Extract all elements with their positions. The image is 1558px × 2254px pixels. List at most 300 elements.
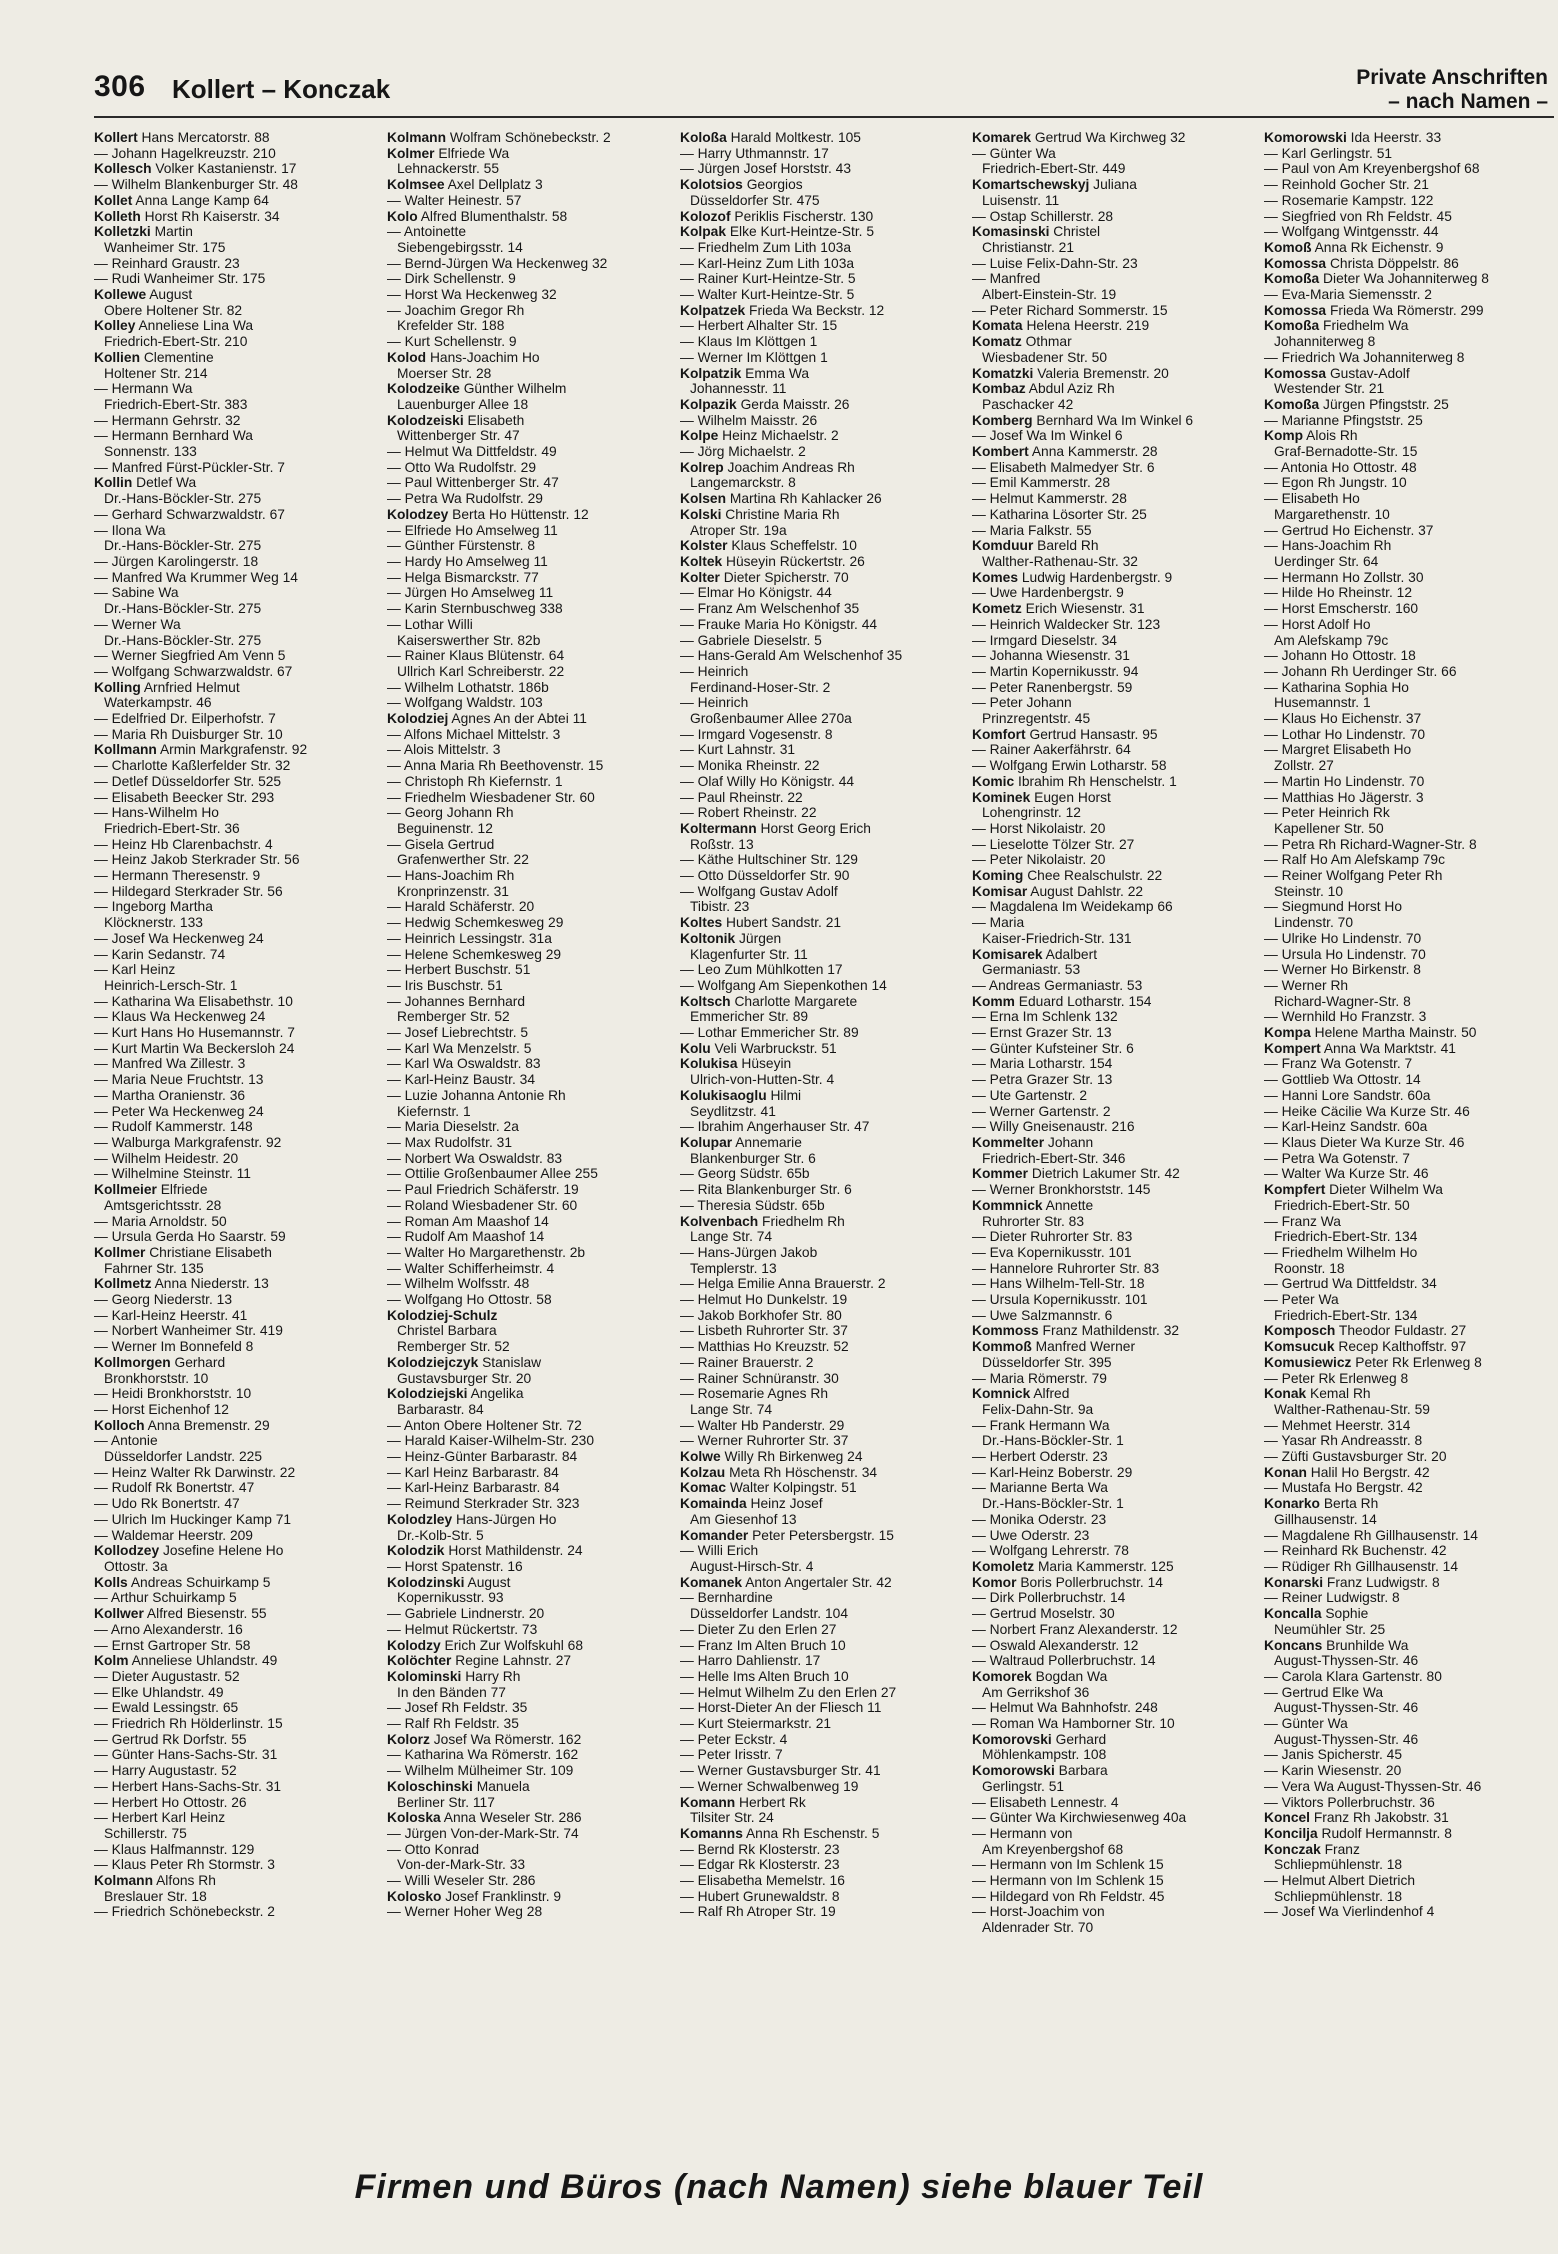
listing-entry [680,742,970,758]
entry-text: Neumühler Str. 25 [1274,1621,1386,1637]
entry-text: Kemal Rh [1310,1386,1371,1402]
entry-text: — Hermann Wa [94,381,193,397]
listing-entry [387,899,677,915]
entry-text: Helene Martha Mainstr. 50 [1314,1025,1477,1041]
entry-text: Emma Wa [745,365,810,381]
listing-entry [387,994,677,1010]
listing-entry [680,1418,970,1434]
listing-entry-surname [387,146,677,162]
listing-entry [680,523,970,539]
entry-text: — Peter Wa Heckenweg 24 [94,1103,264,1119]
listing-entry-surname [972,334,1262,350]
entry-text: Dr.-Kolb-Str. 5 [397,1527,484,1543]
listing-entry [94,617,384,633]
listing-entry-surname [972,868,1262,884]
listing-entry-surname [94,1606,384,1622]
entry-text: Andreas Schuirkamp 5 [130,1574,271,1590]
listing-entry [1264,884,1554,900]
listing-entry [1264,1402,1554,1418]
entry-text: — Sabine Wa [94,585,179,601]
listing-entry [972,1590,1262,1606]
listing-entry-surname [1264,397,1554,413]
entry-text: — Werner Im Klöttgen 1 [680,349,828,365]
listing-entry [387,774,677,790]
listing-entry [1264,947,1554,963]
listing-entry [387,1339,677,1355]
entry-text: Dieter Wa Johanniterweg 8 [1323,271,1489,287]
listing-entry [387,444,677,460]
listing-entry [680,350,970,366]
listing-entry [1264,852,1554,868]
listing-entry-surname [680,1575,970,1591]
listing-entry-surname [680,1214,970,1230]
entry-text: Düsseldorfer Landstr. 225 [104,1449,262,1465]
entry-text: Walter Kolpingstr. 51 [729,1480,857,1496]
entry-text: — Reimund Sterkrader Str. 323 [387,1496,580,1512]
listing-entry-surname [94,193,384,209]
listing-entry [972,821,1262,837]
listing-entry [1264,381,1554,397]
listing-entry [972,146,1262,162]
listing-entry [387,633,677,649]
entry-text: — Karl-Heinz Boberstr. 29 [972,1464,1133,1480]
entry-text: — Züfti Gustavsburger Str. 20 [1264,1449,1447,1465]
listing-entry-surname [387,1386,677,1402]
listing-entry-surname [387,1638,677,1654]
entry-text: Lehnackerstr. 55 [397,161,500,177]
listing-entry [680,790,970,806]
listing-column-1 [94,130,384,2150]
listing-entry [94,256,384,272]
entry-text: Holtener Str. 214 [104,365,208,381]
entry-text: — Theresia Südstr. 65b [680,1197,825,1213]
entry-text: — Gisela Gertrud [387,836,495,852]
entry-text: — Günther Fürstenstr. 8 [387,538,535,554]
entry-text: August-Thyssen-Str. 46 [1274,1700,1419,1716]
entry-text: Templerstr. 13 [690,1260,777,1276]
entry-text: Graf-Bernadotte-Str. 15 [1274,444,1418,460]
entry-text: Recep Kalthoffstr. 97 [1338,1339,1467,1355]
surname: Kolodzley [387,1511,453,1527]
listing-entry-surname [972,177,1262,193]
entry-text: — Willi Weseler Str. 286 [387,1873,536,1889]
entry-text: — Herbert Ho Ottostr. 26 [94,1794,247,1810]
entry-text: Dr.-Hans-Böckler-Str. 275 [104,601,262,617]
listing-entry [1264,680,1554,696]
entry-text: — Siegmund Horst Ho [1264,899,1403,915]
entry-text: — Walter Heinestr. 57 [387,192,522,208]
entry-text: — Johann Ho Ottostr. 18 [1264,648,1416,664]
listing-entry-surname [387,1779,677,1795]
entry-text: Hüseyin Rückertstr. 26 [726,553,865,569]
surname: Kolodzeiski [387,412,464,428]
entry-text: Alfred [1033,1386,1070,1402]
listing-entry [680,1339,970,1355]
entry-text: Anna Kammerstr. 28 [1031,444,1158,460]
listing-entry [94,994,384,1010]
surname: Kolodziej-Schulz [387,1307,498,1323]
entry-text: — Jürgen Ho Amselweg 11 [387,585,554,601]
entry-text: — Andreas Germaniastr. 53 [972,977,1143,993]
entry-text: — Hildegard von Rh Feldstr. 45 [972,1888,1165,1904]
listing-entry-surname [94,1873,384,1889]
entry-text: — Ursula Gerda Ho Saarstr. 59 [94,1229,286,1245]
listing-entry [1264,915,1554,931]
listing-entry [972,1214,1262,1230]
entry-text: Klaus Scheffelstr. 10 [731,538,857,554]
listing-entry [1264,805,1554,821]
entry-text: Johannesstr. 11 [690,381,787,397]
listing-entry [94,1512,384,1528]
entry-text: Alfred Blumenthalstr. 58 [420,208,568,224]
listing-entry [387,931,677,947]
listing-entry-surname [680,177,970,193]
entry-text: — Gabriele Dieselstr. 5 [680,632,822,648]
listing-entry [94,570,384,586]
entry-text: Clementine [143,349,214,365]
listing-entry [1264,1371,1554,1387]
entry-text: — Heinz Jakob Sterkrader Str. 56 [94,852,300,868]
entry-text: Grafenwerther Str. 22 [397,852,529,868]
entry-text: — Waldemar Heerstr. 209 [94,1527,253,1543]
listing-entry-surname [680,915,970,931]
surname: Kolling [94,679,141,695]
entry-text: — Rita Blankenburger Str. 6 [680,1182,852,1198]
listing-entry [387,1104,677,1120]
entry-text: — Klaus Im Klöttgen 1 [680,334,818,350]
surname: Koltonik [680,930,736,946]
surname: Komossa [1264,302,1327,318]
listing-entry [680,1732,970,1748]
entry-text: Angelika [470,1386,524,1402]
listing-entry [972,1653,1262,1669]
surname: Koncalla [1264,1606,1322,1622]
listing-entry [680,1779,970,1795]
listing-entry [387,1261,677,1277]
entry-text: — Karl Wa Menzelstr. 5 [387,1040,532,1056]
entry-text: Hubert Sandstr. 21 [726,915,842,931]
entry-text: — Gertrud Ho Eichenstr. 37 [1264,522,1434,538]
entry-text: Hans Mercatorstr. 88 [141,130,270,145]
entry-text: — Klaus Dieter Wa Kurze Str. 46 [1264,1135,1465,1150]
entry-text: Friedrich-Ebert-Str. 346 [982,1150,1126,1166]
listing-entry [387,1182,677,1198]
listing-entry-surname [387,1355,677,1371]
listing-entry [680,146,970,162]
listing-entry-surname [972,1198,1262,1214]
listing-entry [972,852,1262,868]
listing-entry-surname [680,554,970,570]
listing-entry-surname [972,130,1262,146]
entry-text: — Anna Maria Rh Beethovenstr. 15 [387,758,604,774]
listing-entry-surname [972,1763,1262,1779]
listing-entry-surname [972,318,1262,334]
entry-text: — Hans Wilhelm-Tell-Str. 18 [972,1276,1145,1292]
listing-entry [972,1465,1262,1481]
listing-entry [94,1166,384,1182]
listing-entry [387,287,677,303]
entry-text: — Friedhelm Wiesbadener Str. 60 [387,789,595,805]
entry-text: Wanheimer Str. 175 [104,239,226,255]
listing-entry [94,1386,384,1402]
entry-text: — Rosemarie Kampstr. 122 [1264,192,1434,208]
entry-text: — Elfriede Ho Amselweg 11 [387,522,558,538]
listing-entry [680,585,970,601]
entry-text: Willy Rh Birkenweg 24 [724,1449,863,1465]
surname: Kolletzki [94,224,151,240]
listing-entry [972,397,1262,413]
entry-text: — Heike Cäcilie Wa Kurze Str. 46 [1264,1103,1470,1119]
listing-entry-surname [94,1653,384,1669]
listing-entry [680,1323,970,1339]
listing-entry [972,680,1262,696]
surname: Komfort [972,726,1026,742]
listing-entry-surname [680,224,970,240]
listing-entry-surname [387,177,677,193]
entry-text: Gerda Maisstr. 26 [740,396,850,412]
entry-text: — Maria Falkstr. 55 [972,522,1092,538]
surname: Komorovski [972,1731,1052,1747]
surname: Komoletz [972,1558,1035,1574]
entry-text: Hilmi [770,1087,802,1103]
entry-text: — Helmut Wa Dittfeldstr. 49 [387,444,557,460]
name-range-title: Kollert – Konczak [172,74,391,104]
entry-text: — Roman Am Maashof 14 [387,1213,549,1229]
entry-text: — Christoph Rh Kiefernstr. 1 [387,773,563,789]
entry-text: — Käthe Hultschiner Str. 129 [680,852,858,868]
entry-text: Erich Zur Wolfskuhl 68 [444,1637,584,1653]
listing-entry [972,523,1262,539]
listing-entry [1264,742,1554,758]
entry-text: Harald Moltkestr. 105 [730,130,861,145]
listing-entry [1264,1119,1554,1135]
listing-entry-surname [972,1166,1262,1182]
entry-text: — Harry Augustastr. 52 [94,1763,237,1779]
listing-entry [1264,1747,1554,1763]
listing-entry [387,570,677,586]
entry-text: Kiefernstr. 1 [397,1103,471,1119]
entry-text: — Helmut Ho Dunkelstr. 19 [680,1292,848,1308]
entry-text: Amtsgerichtsstr. 28 [104,1197,222,1213]
listing-entry [94,1622,384,1638]
listing-entry [94,1119,384,1135]
listing-entry [1264,475,1554,491]
listing-entry [94,915,384,931]
entry-text: — Ulrich Im Huckinger Kamp 71 [94,1511,292,1527]
listing-entry [972,1747,1262,1763]
listing-entry [94,1559,384,1575]
entry-text: Margarethenstr. 10 [1274,506,1390,522]
surname: Komnick [972,1386,1031,1402]
listing-entry [94,805,384,821]
listing-entry [1264,962,1554,978]
listing-entry [680,758,970,774]
listing-entry [1264,617,1554,633]
entry-text: — Horst Wa Heckenweg 32 [387,287,557,303]
entry-text: Kronprinzenstr. 31 [397,883,509,899]
entry-text: — Werner Siegfried Am Venn 5 [94,648,286,664]
listing-entry [94,1496,384,1512]
surname: Kolm [94,1653,129,1669]
listing-entry [680,1025,970,1041]
entry-text: — Hedwig Schemkesweg 29 [387,915,564,931]
entry-text: — Ernst Gartroper Str. 58 [94,1637,251,1653]
surname: Kolodziej [387,711,449,727]
entry-text: Christianstr. 21 [982,239,1075,255]
entry-text: — Hermann von [972,1825,1073,1841]
entry-text: — Ursula Ho Lindenstr. 70 [1264,946,1426,962]
listing-entry [680,1292,970,1308]
listing-entry [972,271,1262,287]
listing-entry [972,1418,1262,1434]
listing-entry [680,884,970,900]
entry-text: Elfriede [160,1182,208,1198]
entry-text: — Marianne Pfingststr. 25 [1264,412,1423,428]
entry-text: Alfred Biesenstr. 55 [146,1606,267,1622]
entry-text: — Rainer Klaus Blütenstr. 64 [387,648,565,664]
entry-text: Theodor Fuldastr. 27 [1338,1323,1467,1339]
listing-entry [1264,1512,1554,1528]
entry-text: — Frauke Maria Ho Königstr. 44 [680,616,878,632]
entry-text: Düsseldorfer Str. 395 [982,1354,1112,1370]
entry-text: — Paul Friedrich Schäferstr. 19 [387,1182,579,1198]
listing-entry [94,1198,384,1214]
listing-entry-surname [680,821,970,837]
entry-text: Friedhelm Wa [1323,318,1409,334]
surname: Kolominski [387,1668,462,1684]
entry-text: — Ottilie Großenbaumer Allee 255 [387,1166,598,1182]
entry-text: — Dieter Augustastr. 52 [94,1668,240,1684]
listing-entry-surname [387,1669,677,1685]
surname: Komartschewskyj [972,177,1090,193]
surname: Kolodzinski [387,1574,465,1590]
listing-entry [680,1119,970,1135]
entry-text: — Kurt Lahnstr. 31 [680,742,796,758]
entry-text: — Leo Zum Mühlkotten 17 [680,962,843,978]
entry-text: — Johann Hagelkreuzstr. 210 [94,145,276,161]
entry-text: — Horst Eichenhof 12 [94,1401,229,1417]
entry-text: Josef Franklinstr. 9 [445,1888,562,1904]
listing-entry [680,1685,970,1701]
listing-entry [1264,1418,1554,1434]
entry-text: Sophie [1325,1606,1369,1622]
listing-entry [972,1826,1262,1842]
entry-text: Uerdinger Str. 64 [1274,553,1379,569]
listing-entry [94,962,384,978]
listing-entry [1264,334,1554,350]
listing-entry [387,1402,677,1418]
entry-text: — Elisabeth Malmedyer Str. 6 [972,459,1155,475]
listing-entry [972,585,1262,601]
entry-text: Erich Wiesenstr. 31 [1025,601,1145,617]
entry-text: Dr.-Hans-Böckler-Str. 275 [104,632,262,648]
entry-text: — Manfred [972,271,1041,287]
entry-text: — Ralf Rh Feldstr. 35 [387,1716,519,1732]
surname: Kolukisa [680,1056,738,1072]
entry-text: — Reinhold Gocher Str. 21 [1264,177,1429,193]
surname: Kolleth [94,208,141,224]
entry-text: Abdul Aziz Rh [1028,381,1115,397]
listing-entry [972,1276,1262,1292]
entry-text: — Wolfgang Erwin Lotharstr. 58 [972,758,1167,774]
listing-entry [972,1229,1262,1245]
surname: Komossa [1264,255,1327,271]
entry-text: Beguinenstr. 12 [397,820,493,836]
listing-entry [387,758,677,774]
listing-entry [94,821,384,837]
entry-text: — Lothar Emmericher Str. 89 [680,1025,859,1041]
listing-entry [1264,774,1554,790]
entry-text: — Hermann Gehrstr. 32 [94,412,241,428]
surname: Komduur [972,538,1034,554]
entry-text: Aldenrader Str. 70 [982,1920,1094,1936]
listing-entry [387,805,677,821]
listing-entry [1264,1700,1554,1716]
listing-entry [387,727,677,743]
entry-text: — Ursula Kopernikusstr. 101 [972,1292,1148,1308]
listing-entry [94,1747,384,1763]
surname: Komorek [972,1668,1032,1684]
entry-text: Walther-Rathenau-Str. 59 [1274,1401,1430,1417]
entry-text: — Elisabeth Lennestr. 4 [972,1794,1119,1810]
listing-entry-surname [972,884,1262,900]
entry-text: — Edgar Rk Klosterstr. 23 [680,1857,840,1873]
entry-text: Friedrich-Ebert-Str. 36 [104,820,240,836]
listing-entry [680,727,970,743]
listing-entry [972,1889,1262,1905]
entry-text: — Maria Neue Fruchtstr. 13 [94,1072,264,1088]
entry-text: — Heinz Walter Rk Darwinstr. 22 [94,1464,296,1480]
listing-entry [94,1669,384,1685]
listing-entry-surname [387,381,677,397]
listing-entry [972,648,1262,664]
listing-entry-surname [972,1339,1262,1355]
entry-text: Detlef Wa [136,475,197,491]
surname: Kollmann [94,742,157,758]
surname: Kolls [94,1574,128,1590]
entry-text: — Gerhard Schwarzwaldstr. 67 [94,506,285,522]
listing-entry [94,1685,384,1701]
listing-entry [972,1009,1262,1025]
surname: Komoßa [1264,271,1320,287]
listing-entry [1264,507,1554,523]
listing-entry [1264,899,1554,915]
surname: Komberg [972,412,1033,428]
entry-text: Bareld Rh [1037,538,1099,554]
entry-text: — Werner Bronkhorststr. 145 [972,1182,1151,1198]
listing-entry-surname [1264,1182,1554,1198]
entry-text: — Herbert Hans-Sachs-Str. 31 [94,1778,282,1794]
listing-entry [972,460,1262,476]
entry-text: Zollstr. 27 [1274,758,1334,774]
listing-entry [680,633,970,649]
surname: Kolu [680,1040,711,1056]
listing-entry-surname [1264,318,1554,334]
listing-entry [680,1009,970,1025]
entry-text: — Reinhard Rk Buchenstr. 42 [1264,1543,1447,1559]
entry-text: — Werner Rh [1264,977,1349,993]
entry-text: — Horst-Dieter An der Fliesch 11 [680,1700,882,1716]
listing-entry-surname [94,680,384,696]
entry-text: Elfriede Wa [438,145,510,161]
entry-text: — Irmgard Dieselstr. 34 [972,632,1117,648]
listing-entry [94,366,384,382]
entry-text: — Werner Gustavsburger Str. 41 [680,1763,881,1779]
entry-text: Helena Heerstr. 219 [1026,318,1150,334]
listing-entry [1264,224,1554,240]
listing-entry [387,1606,677,1622]
listing-entry-surname [972,366,1262,382]
